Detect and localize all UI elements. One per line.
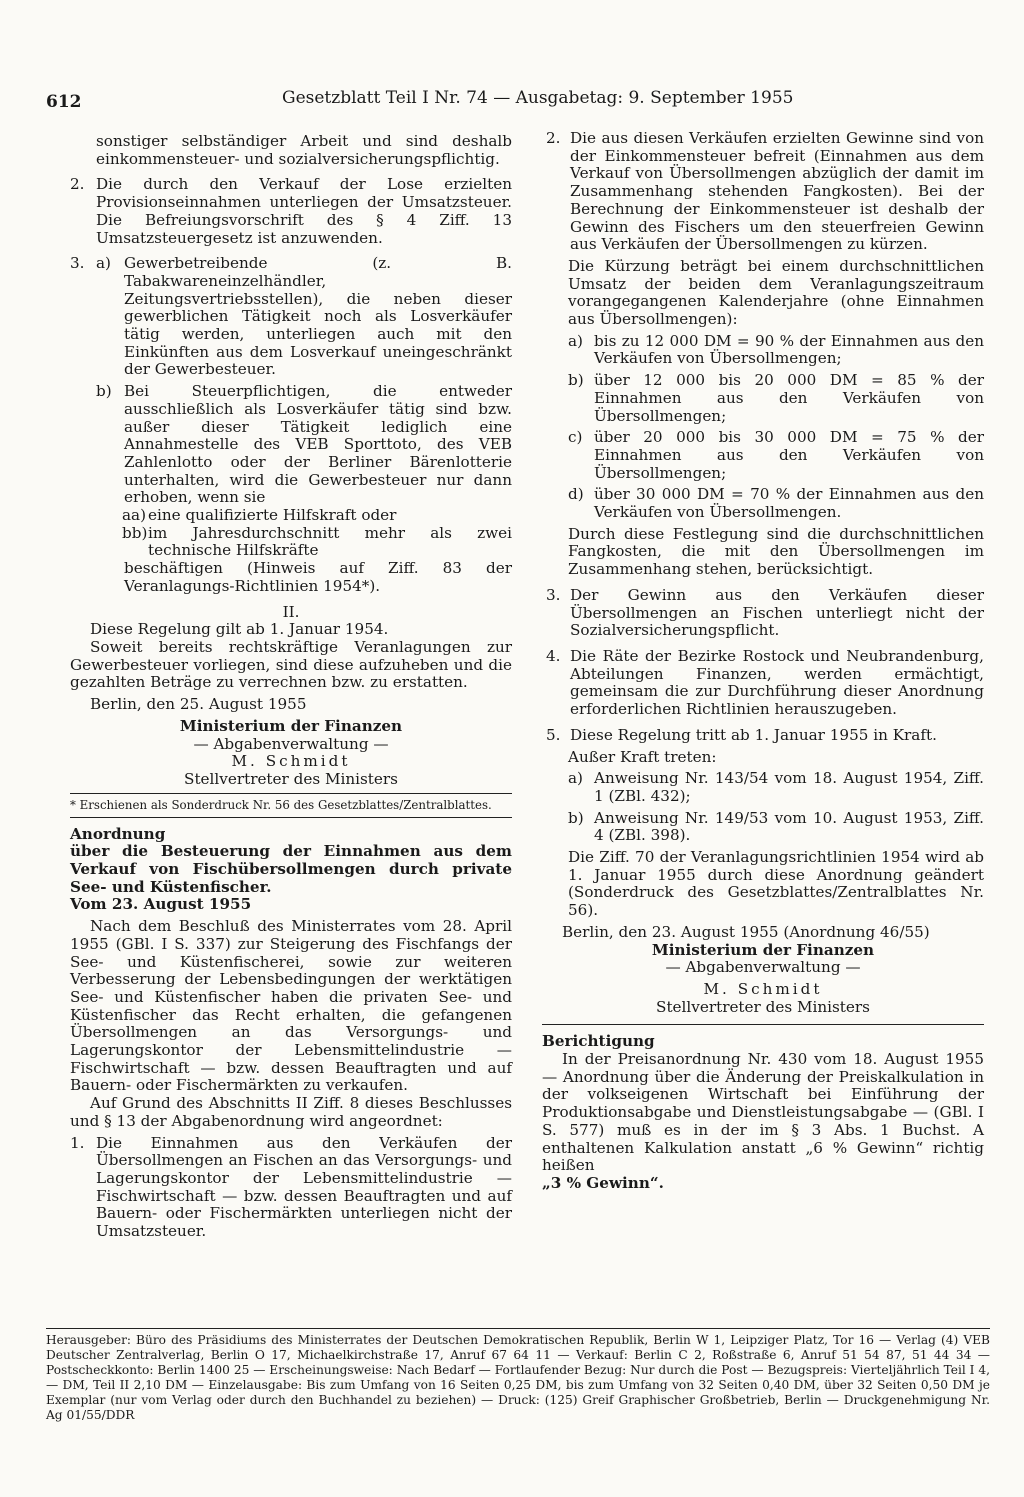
item-text: bis zu 12 000 DM = 90 % der Einnahmen aus den Verkäufen von Übersollmengen; bbox=[594, 331, 984, 368]
item-text: eine qualifizierte Hilfskraft oder bbox=[148, 506, 397, 525]
para-2 bbox=[542, 130, 984, 254]
ordinance-heading: Anordnung bbox=[70, 824, 166, 843]
item-text: über 30 000 DM = 70 % der Einnahmen aus den Verkäufen von Übersollmengen. bbox=[594, 485, 984, 522]
right-column bbox=[542, 130, 984, 1193]
ordinance-subject: über die Besteuerung der Einnahmen aus dem Verkauf von Fischübersollmengen durch private See- und Küstenfischer. bbox=[70, 842, 512, 896]
item-text: Die aus diesen Verkäufen erzielten Gewinne sind von der Einkommensteuer befreit (Einnahmen aus dem Verkauf von Übersollmengen abzüglich der damit im Zusammenhang stehenden Fangkosten). Bei der Berechnung der Einkommensteuer ist deshalb der Gewinn des Fischers um den steuerfreien Gewinn aus Verkäufen der Übersollmengen zu kürzen. bbox=[570, 129, 984, 254]
signer-name: M. Schmidt bbox=[703, 979, 823, 998]
signer-name: M. Schmidt bbox=[231, 752, 351, 771]
para-1 bbox=[70, 1135, 512, 1241]
berichtigung-end: „3 % Gewinn“. bbox=[542, 1173, 664, 1192]
item-text: Gewerbetreibende (z. B. Tabakwareneinzelhändler, Zeitungsvertriebsstellen), die neben dieser gewerblichen Tätigkeit noch als Losverkäufer tätig werden, unterliegen auch mit den Einkünften aus dem Losverkauf uneingeschränkt der Gewerbesteuer. bbox=[124, 254, 512, 379]
item-text: über 12 000 bis 20 000 DM = 85 % der Einnahmen aus den Verkäufen von Übersollmengen; bbox=[594, 371, 984, 425]
ausser-kraft: Außer Kraft treten: bbox=[568, 747, 717, 766]
festlegung-paragraph: Durch diese Festlegung sind die durchschnittlichen Fangkosten, die mit den Übersollmengen im Zusammenhang stehen, berücksichtigt. bbox=[568, 524, 984, 579]
berichtigung-heading: Berichtigung bbox=[542, 1032, 655, 1051]
sub-number: bb) bbox=[122, 523, 148, 542]
sub-number: b) bbox=[568, 808, 584, 827]
item-text: Der Gewinn aus den Verkäufen dieser Übersollmengen an Fischen unterliegt nicht der Sozialversicherungspflicht. bbox=[570, 585, 984, 640]
para-3 bbox=[542, 587, 984, 640]
department: — Abgabenverwaltung — bbox=[665, 958, 861, 977]
sub-number: a) bbox=[568, 331, 583, 350]
item-text: Anweisung Nr. 149/53 vom 10. August 1953, Ziff. 4 (ZBl. 398). bbox=[594, 808, 984, 845]
signature-date: Berlin, den 25. August 1955 bbox=[90, 695, 307, 714]
item-number: 3. bbox=[546, 585, 561, 604]
item-text: Die durch den Verkauf der Lose erzielten Provisionseinnahmen unterliegen der Umsatzsteuer. Die Befreiungsvorschrift des § 4 Ziff. 13 Umsatzsteuergesetz ist anzuwenden. bbox=[96, 175, 512, 247]
ordinance-date: Vom 23. August 1955 bbox=[70, 895, 252, 914]
sub-number: a) bbox=[96, 254, 111, 273]
item-text: Diese Regelung tritt ab 1. Januar 1955 in Kraft. bbox=[570, 725, 937, 744]
para-4 bbox=[542, 648, 984, 719]
signature-date: Berlin, den 23. August 1955 (Anordnung 46/55) bbox=[562, 922, 930, 941]
rate-c bbox=[542, 429, 984, 482]
footnote: * Erschienen als Sonderdruck Nr. 56 des Gesetzblattes/Zentralblattes. bbox=[70, 797, 492, 812]
rule-text: Diese Regelung gilt ab 1. Januar 1954. bbox=[90, 620, 389, 639]
item-text: Anweisung Nr. 143/54 vom 18. August 1954, Ziff. 1 (ZBl. 432); bbox=[594, 769, 984, 805]
item-number: 3. bbox=[70, 254, 85, 273]
auf-grund-paragraph: Auf Grund des Abschnitts II Ziff. 8 dieses Beschlusses und § 13 der Abgabenordnung wird angeordnet: bbox=[70, 1094, 512, 1130]
page-header: Gesetzblatt Teil I Nr. 74 — Ausgabetag: 9. September 1955 bbox=[282, 88, 794, 108]
page-number: 612 bbox=[46, 92, 82, 112]
left-column bbox=[70, 133, 512, 1241]
item-number: 5. bbox=[546, 725, 561, 744]
sub-number: b) bbox=[96, 382, 112, 401]
item-aa bbox=[70, 507, 512, 525]
ministry-name: Ministerium der Finanzen bbox=[179, 716, 403, 735]
item-text: Die Räte der Bezirke Rostock und Neubrandenburg, Abteilungen Finanzen, werden ermächtigt, gemeinsam die zur Durchführung dieser Anordnung erforderlichen Richtlinien herauszugeben. bbox=[570, 646, 984, 719]
intro-paragraph: Nach dem Beschluß des Ministerrates vom 28. April 1955 (GBl. I S. 337) zur Steigerung des Fischfangs der See- und Küstenfischerei, sowie zur weiteren Verbesserung der Lebensbedingungen der werktätigen See- und Küstenfischer haben die privaten See- und Küstenfischer das Recht erhalten, die gefangenen Übersollmengen an das Versorgungs- und Lagerungskontor der Lebensmittelindustrie — Fischwirtschaft — bzw. dessen Beauftragten und auf Bauern- oder Fischermärkten zu verkaufen. bbox=[70, 917, 512, 1095]
sub-number: c) bbox=[568, 428, 583, 447]
berichtigung-paragraph: In der Preisanordnung Nr. 430 vom 18. August 1955 — Anordnung über die Änderung der Preiskalkulation in der volkseigenen Wirtschaft bei Einführung der Produktionsabgabe und Dienstleistungsabgabe — (GBl. I S. 577) muß es in der im § 3 Abs. 1 Buchst. A enthaltenen Kalkulation anstatt „6 % Gewinn“ richtig heißen bbox=[542, 1050, 984, 1175]
sub-number: a) bbox=[568, 769, 583, 788]
item-number: 1. bbox=[70, 1133, 85, 1152]
rate-a bbox=[542, 333, 984, 368]
item-number: 2. bbox=[546, 129, 561, 147]
repeal-a bbox=[542, 770, 984, 805]
item-text: Bei Steuerpflichtigen, die entweder ausschließlich als Losverkäufer tätig sind bzw. außer dieser Tätigkeit lediglich eine Annahmestelle des VEB Sporttoto, des VEB Zahlenlotto oder der Berliner Bärenlotterie unterhalten, wird die Gewerbesteuer nur dann erhoben, wenn sie bbox=[124, 382, 512, 507]
signer-title: Stellvertreter des Ministers bbox=[184, 769, 398, 788]
item-number: 4. bbox=[546, 646, 561, 665]
rate-b bbox=[542, 372, 984, 425]
item-2 bbox=[70, 176, 512, 247]
imprint bbox=[46, 1328, 990, 1423]
rate-d bbox=[542, 486, 984, 521]
item-number: 2. bbox=[70, 175, 85, 194]
item-bb bbox=[70, 525, 512, 560]
section-heading: II. bbox=[282, 602, 300, 621]
signer-title: Stellvertreter des Ministers bbox=[656, 997, 870, 1016]
sub-number: d) bbox=[568, 485, 584, 504]
item-text: über 20 000 bis 30 000 DM = 75 % der Einnahmen aus den Verkäufen von Übersollmengen; bbox=[594, 428, 984, 482]
para-5 bbox=[542, 727, 984, 745]
soweit-paragraph: Soweit bereits rechtskräftige Veranlagungen zur Gewerbesteuer vorliegen, sind diese aufzuheben und die gezahlten Beträge zu verrechnen bzw. zu erstatten. bbox=[70, 637, 512, 692]
item-3b bbox=[70, 383, 512, 507]
imprint-divider bbox=[46, 1328, 990, 1329]
item-text: Die Einnahmen aus den Verkäufen der Übersollmengen an Fischen an das Versorgungs- und Lagerungskontor der Lebensmittelindustrie — Fischwirtschaft — bzw. dessen Beauftragten und auf Bauern- oder Fischermärkten unterliegen nicht der Umsatzsteuer. bbox=[96, 1133, 512, 1241]
ministry-name: Ministerium der Finanzen bbox=[651, 940, 875, 959]
sub-number: b) bbox=[568, 371, 584, 390]
continued-paragraph: sonstiger selbständiger Arbeit und sind deshalb einkommensteuer- und sozialversicherungspflichtig. bbox=[96, 132, 512, 168]
item-text: im Jahresdurchschnitt mehr als zwei technische Hilfskräfte bbox=[148, 523, 512, 560]
ziff70-paragraph: Die Ziff. 70 der Veranlagungsrichtlinien 1954 wird ab 1. Januar 1955 durch diese Anordnung geändert (Sonderdruck des Gesetzblattes/Zentralblattes Nr. 56). bbox=[568, 848, 984, 920]
repeal-b bbox=[542, 810, 984, 845]
sub-number: aa) bbox=[122, 506, 147, 525]
item-3a bbox=[70, 255, 512, 379]
department: — Abgabenverwaltung — bbox=[193, 734, 389, 753]
kuerzung-paragraph: Die Kürzung beträgt bei einem durchschnittlichen Umsatz der beiden dem Veranlagungszeitraum vorangegangenen Kalenderjahre (ohne Einnahmen aus Übersollmengen): bbox=[568, 256, 984, 329]
imprint-text: Herausgeber: Büro des Präsidiums des Ministerrates der Deutschen Demokratischen Republik, Berlin W 1, Leipziger Platz, Tor 16 — Verlag (4) VEB Deutscher Zentralverlag, Berlin O 17, Michaelkirchstraße 17, Anruf 67 64 11 — Verkauf: Berlin C 2, Roßstraße 6, Anruf 51 54 87, 51 44 34 — Postscheckkonto: Berlin 1400 25 — Erscheinungsweise: Nach Bedarf — Fortlaufender Bezug: Nur durch die Post — Bezugspreis: Vierteljährlich Teil I 4,— DM, Teil II 2,10 DM — Einzelausgabe: Bis zum Umfang von 16 Seiten 0,25 DM, bis zum Umfang von 32 Seiten 0,40 DM, über 32 Seiten 0,50 DM je Exemplar (nur vom Verlag oder durch den Buchhandel zu beziehen) — Druck: (125) Greif Graphischer Großbetrieb, Berlin — Druckgenehmigung Nr. Ag 01/55/DDR bbox=[46, 1333, 990, 1422]
item-3b-end: beschäftigen (Hinweis auf Ziff. 83 der Veranlagungs-Richtlinien 1954*). bbox=[124, 559, 512, 595]
